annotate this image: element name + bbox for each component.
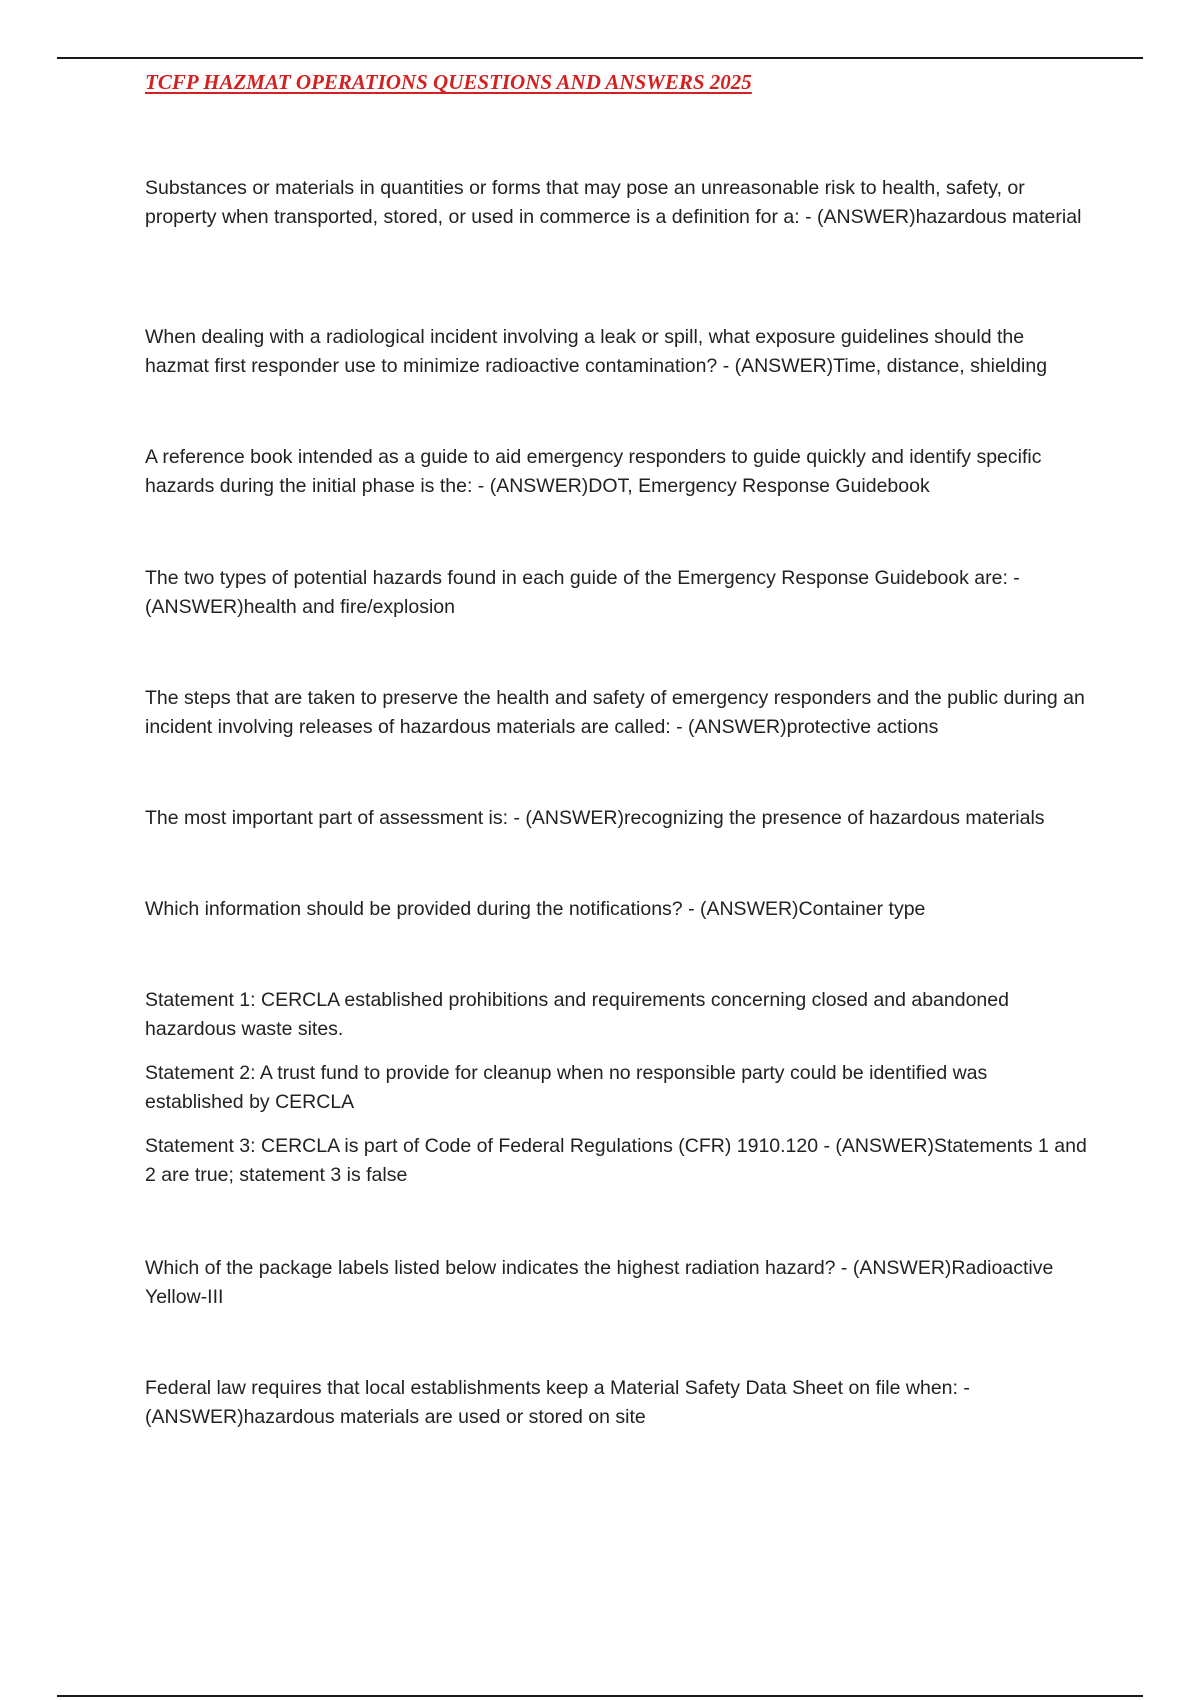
qa-text: Substances or materials in quantities or forms that may pose an unreasonable risk to health, safety, or property when transported, stored, or used in commerce is a definition for a: - (ANSWER)hazardous material	[145, 177, 1082, 228]
qa-item-6	[145, 804, 1090, 833]
qa-item-3	[145, 443, 1090, 501]
qa-statement-2: Statement 2: A trust fund to provide for cleanup when no responsible party could be identified was established by CERCLA	[145, 1062, 988, 1113]
qa-item-8	[145, 986, 1090, 1190]
qa-item-4	[145, 564, 1090, 622]
qa-text: Federal law requires that local establishments keep a Material Safety Data Sheet on file when: - (ANSWER)hazardous materials are used or stored on site	[145, 1377, 970, 1428]
qa-text: Which of the package labels listed below indicates the highest radiation hazard? - (ANSWER)Radioactive Yellow-III	[145, 1257, 1054, 1308]
top-rule	[57, 57, 1143, 59]
document-title: TCFP HAZMAT OPERATIONS QUESTIONS AND ANSWERS 2025	[145, 70, 752, 94]
qa-statement-1: Statement 1: CERCLA established prohibitions and requirements concerning closed and abandoned hazardous waste sites.	[145, 989, 1009, 1040]
qa-item-7	[145, 895, 1090, 924]
qa-item-10	[145, 1374, 1090, 1432]
bottom-rule	[57, 1695, 1143, 1697]
qa-text: The most important part of assessment is: - (ANSWER)recognizing the presence of hazardous materials	[145, 807, 1045, 829]
qa-text: Which information should be provided during the notifications? - (ANSWER)Container type	[145, 898, 926, 920]
qa-item-1	[145, 174, 1090, 232]
qa-text: A reference book intended as a guide to aid emergency responders to guide quickly and identify specific hazards during the initial phase is the: - (ANSWER)DOT, Emergency Response Guidebook	[145, 446, 1042, 497]
qa-text: The two types of potential hazards found in each guide of the Emergency Response Guidebook are: - (ANSWER)health and fire/explosion	[145, 567, 1020, 618]
qa-statement-3: Statement 3: CERCLA is part of Code of Federal Regulations (CFR) 1910.120 - (ANSWER)Statements 1 and 2 are true; statement 3 is false	[145, 1135, 1087, 1186]
qa-item-9	[145, 1254, 1090, 1312]
qa-text: When dealing with a radiological incident involving a leak or spill, what exposure guidelines should the hazmat first responder use to minimize radioactive contamination? - (ANSWER)Time, distance, shielding	[145, 326, 1048, 377]
qa-item-2	[145, 323, 1090, 381]
qa-text: The steps that are taken to preserve the health and safety of emergency responders and the public during an incident involving releases of hazardous materials are called: - (ANSWER)protective actions	[145, 687, 1085, 738]
qa-item-5	[145, 684, 1090, 742]
